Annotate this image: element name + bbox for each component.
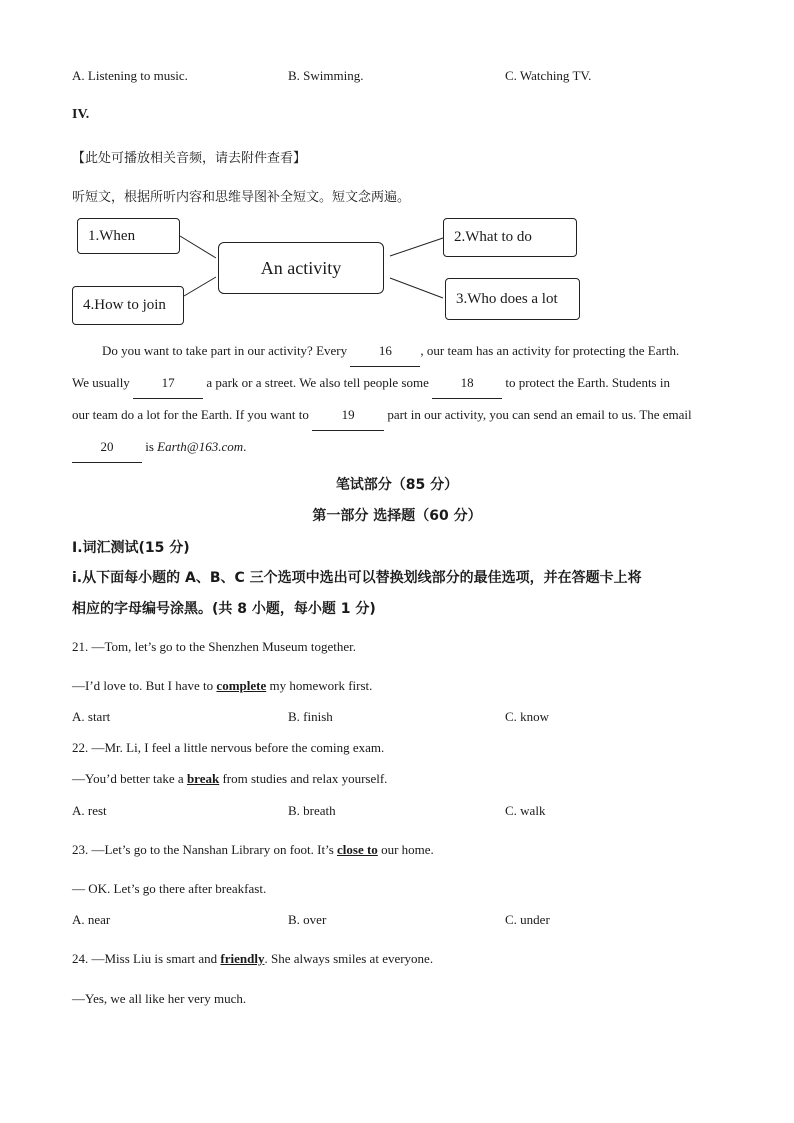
email-address: Earth@163.com	[157, 439, 244, 454]
vocab-heading: I.词汇测试(15 分)	[72, 540, 190, 556]
instruction: 听短文，根据所听内容和思维导图补全短文。短文念两遍。	[72, 190, 411, 205]
q22-option-c[interactable]: C. walk	[505, 803, 546, 818]
option-c: C. Watching TV.	[505, 68, 592, 83]
option-a: A. Listening to music.	[72, 68, 188, 83]
mind-map-node-what: 2.What to do	[443, 218, 577, 257]
sub-instruction-line2: 相应的字母编号涂黑。(共 8 小题，每小题 1 分)	[72, 601, 376, 617]
q23-option-a[interactable]: A. near	[72, 912, 111, 927]
blank-16[interactable]: 16	[350, 335, 420, 367]
underlined-word: friendly	[220, 951, 265, 966]
question-21: 21. —Tom, let’s go to the Shenzhen Museum together.	[72, 639, 356, 654]
mind-map-node-who: 3.Who does a lot	[445, 278, 580, 320]
q23-option-c[interactable]: C. under	[505, 912, 550, 927]
blank-18[interactable]: 18	[432, 367, 502, 399]
answer-23: — OK. Let’s go there after breakfast.	[72, 881, 267, 896]
q23-option-b[interactable]: B. over	[288, 912, 327, 927]
option-b: B. Swimming.	[288, 68, 364, 83]
section-heading: IV.	[72, 107, 90, 122]
written-title: 笔试部分（85 分）	[335, 477, 459, 493]
q22-option-b[interactable]: B. breath	[288, 803, 336, 818]
q22-option-a[interactable]: A. rest	[72, 803, 107, 818]
underlined-word: break	[186, 771, 220, 786]
q21-option-b[interactable]: B. finish	[288, 709, 333, 724]
blank-17[interactable]: 17	[133, 367, 203, 399]
answer-24: —Yes, we all like her very much.	[72, 991, 247, 1006]
part-one-title: 第一部分 选择题（60 分）	[312, 508, 482, 524]
passage: Do you want to take part in our activity? Every 16 , our team has an activity for protecting the Earth. We usually 17 a park or a street. We also tell people some 18 to protect the Earth. Students in our team do a lot for the Earth. If you want to 19 part in our activity, you can send an email to us. The email 20 is Earth@163.com.	[72, 335, 722, 463]
question-23: 23. —Let’s go to the Nanshan Library on foot. It’s close to our home.	[72, 842, 434, 857]
underlined-word: close to	[337, 842, 378, 857]
answer-21: —I’d love to. But I have to complete my homework first.	[72, 678, 373, 693]
blank-20[interactable]: 20	[72, 431, 142, 463]
blank-19[interactable]: 19	[312, 399, 384, 431]
mind-map-node-when: 1.When	[77, 218, 180, 254]
mind-map-center: An activity	[218, 242, 384, 294]
underlined-word: complete	[216, 678, 267, 693]
audio-note: 【此处可播放相关音频，请去附件查看】	[72, 151, 307, 166]
question-22: 22. —Mr. Li, I feel a little nervous before the coming exam.	[72, 740, 385, 755]
sub-instruction-line1: i.从下面每小题的 A、B、C 三个选项中选出可以替换划线部分的最佳选项，并在答题卡上将	[72, 570, 642, 586]
q21-option-a[interactable]: A. start	[72, 709, 111, 724]
answer-22: —You’d better take a break from studies and relax yourself.	[72, 771, 388, 786]
mind-map-node-how: 4.How to join	[72, 286, 184, 325]
question-24: 24. —Miss Liu is smart and friendly. She always smiles at everyone.	[72, 951, 434, 966]
q21-option-c[interactable]: C. know	[505, 709, 550, 724]
